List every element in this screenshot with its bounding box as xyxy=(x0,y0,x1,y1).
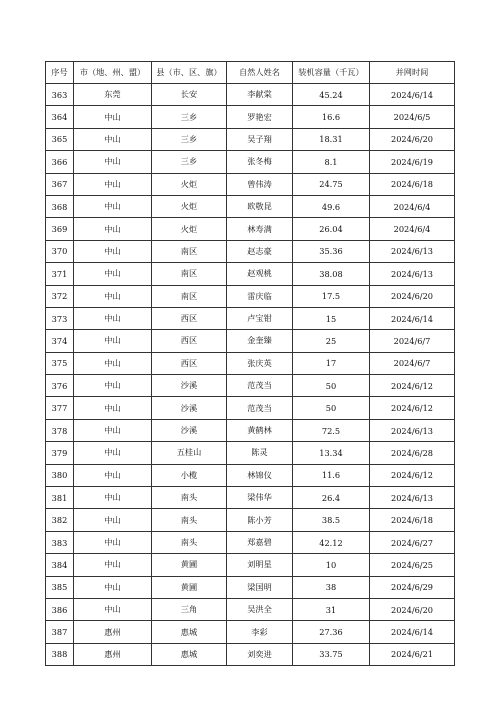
cell-city: 中山 xyxy=(74,487,152,509)
cell-grid-date: 2024/6/20 xyxy=(370,598,455,620)
cell-person-name: 梁伟华 xyxy=(227,487,293,509)
cell-city: 中山 xyxy=(74,330,152,352)
table-row xyxy=(46,285,455,307)
cell-county: 南区 xyxy=(152,240,227,262)
cell-serial-number: 382 xyxy=(46,509,74,531)
cell-city: 中山 xyxy=(74,240,152,262)
cell-county: 沙溪 xyxy=(152,397,227,419)
cell-city: 中山 xyxy=(74,106,152,128)
cell-capacity: 26.04 xyxy=(293,218,370,240)
cell-serial-number: 384 xyxy=(46,554,74,576)
table-row xyxy=(46,442,455,464)
cell-city: 中山 xyxy=(74,419,152,441)
cell-county: 南头 xyxy=(152,487,227,509)
cell-person-name: 刘明星 xyxy=(227,554,293,576)
table-body xyxy=(46,84,455,666)
cell-grid-date: 2024/6/18 xyxy=(370,173,455,195)
cell-grid-date: 2024/6/5 xyxy=(370,106,455,128)
table-row xyxy=(46,195,455,217)
cell-grid-date: 2024/6/29 xyxy=(370,576,455,598)
cell-county: 黄圃 xyxy=(152,576,227,598)
cell-capacity: 16.6 xyxy=(293,106,370,128)
cell-serial-number: 369 xyxy=(46,218,74,240)
header-capacity: 装机容量（千瓦） xyxy=(293,62,370,84)
table-row xyxy=(46,307,455,329)
cell-capacity: 31 xyxy=(293,598,370,620)
cell-city: 惠州 xyxy=(74,621,152,643)
cell-capacity: 33.75 xyxy=(293,643,370,665)
table-row xyxy=(46,330,455,352)
table-row xyxy=(46,576,455,598)
cell-city: 中山 xyxy=(74,397,152,419)
cell-serial-number: 377 xyxy=(46,397,74,419)
cell-capacity: 35.36 xyxy=(293,240,370,262)
table-row xyxy=(46,419,455,441)
cell-county: 三乡 xyxy=(152,128,227,150)
cell-person-name: 雷庆临 xyxy=(227,285,293,307)
cell-city: 中山 xyxy=(74,464,152,486)
cell-person-name: 陈灵 xyxy=(227,442,293,464)
cell-person-name: 张冬梅 xyxy=(227,151,293,173)
cell-grid-date: 2024/6/19 xyxy=(370,151,455,173)
cell-capacity: 17 xyxy=(293,352,370,374)
table-row xyxy=(46,531,455,553)
header-row xyxy=(46,62,455,84)
cell-capacity: 25 xyxy=(293,330,370,352)
table-row xyxy=(46,509,455,531)
cell-capacity: 27.36 xyxy=(293,621,370,643)
header-person-name: 自然人姓名 xyxy=(227,62,293,84)
cell-grid-date: 2024/6/4 xyxy=(370,218,455,240)
table-row xyxy=(46,621,455,643)
cell-grid-date: 2024/6/25 xyxy=(370,554,455,576)
table-row xyxy=(46,128,455,150)
cell-city: 中山 xyxy=(74,263,152,285)
table-row xyxy=(46,643,455,665)
cell-grid-date: 2024/6/27 xyxy=(370,531,455,553)
cell-county: 惠城 xyxy=(152,621,227,643)
cell-person-name: 李彩 xyxy=(227,621,293,643)
cell-person-name: 李献棠 xyxy=(227,84,293,106)
cell-serial-number: 366 xyxy=(46,151,74,173)
cell-city: 中山 xyxy=(74,173,152,195)
cell-serial-number: 367 xyxy=(46,173,74,195)
header-grid-date: 并网时间 xyxy=(370,62,455,84)
cell-serial-number: 379 xyxy=(46,442,74,464)
cell-person-name: 赵志豪 xyxy=(227,240,293,262)
cell-city: 东莞 xyxy=(74,84,152,106)
cell-city: 中山 xyxy=(74,218,152,240)
cell-capacity: 13.34 xyxy=(293,442,370,464)
cell-serial-number: 387 xyxy=(46,621,74,643)
cell-person-name: 黄鹤林 xyxy=(227,419,293,441)
cell-capacity: 50 xyxy=(293,397,370,419)
table-row xyxy=(46,106,455,128)
cell-capacity: 18.31 xyxy=(293,128,370,150)
cell-serial-number: 380 xyxy=(46,464,74,486)
cell-county: 长安 xyxy=(152,84,227,106)
cell-person-name: 欧敬昆 xyxy=(227,195,293,217)
cell-county: 小榄 xyxy=(152,464,227,486)
cell-serial-number: 385 xyxy=(46,576,74,598)
table-row xyxy=(46,151,455,173)
cell-city: 中山 xyxy=(74,509,152,531)
cell-city: 中山 xyxy=(74,151,152,173)
cell-person-name: 林锦仪 xyxy=(227,464,293,486)
cell-grid-date: 2024/6/20 xyxy=(370,128,455,150)
cell-grid-date: 2024/6/14 xyxy=(370,621,455,643)
cell-county: 火炬 xyxy=(152,218,227,240)
cell-city: 中山 xyxy=(74,442,152,464)
cell-capacity: 49.6 xyxy=(293,195,370,217)
table-header xyxy=(46,62,455,84)
cell-county: 沙溪 xyxy=(152,419,227,441)
cell-serial-number: 381 xyxy=(46,487,74,509)
cell-serial-number: 375 xyxy=(46,352,74,374)
cell-person-name: 赵观桃 xyxy=(227,263,293,285)
cell-grid-date: 2024/6/14 xyxy=(370,307,455,329)
pv-installations-table xyxy=(45,61,455,666)
cell-county: 西区 xyxy=(152,307,227,329)
cell-city: 中山 xyxy=(74,554,152,576)
cell-person-name: 卢宝钳 xyxy=(227,307,293,329)
cell-city: 中山 xyxy=(74,352,152,374)
cell-city: 中山 xyxy=(74,285,152,307)
cell-person-name: 吴洪全 xyxy=(227,598,293,620)
cell-serial-number: 374 xyxy=(46,330,74,352)
cell-county: 南头 xyxy=(152,509,227,531)
cell-grid-date: 2024/6/4 xyxy=(370,195,455,217)
cell-serial-number: 363 xyxy=(46,84,74,106)
cell-county: 西区 xyxy=(152,330,227,352)
cell-city: 中山 xyxy=(74,128,152,150)
cell-capacity: 15 xyxy=(293,307,370,329)
cell-person-name: 范茂当 xyxy=(227,375,293,397)
table-row xyxy=(46,263,455,285)
cell-grid-date: 2024/6/12 xyxy=(370,397,455,419)
cell-grid-date: 2024/6/18 xyxy=(370,509,455,531)
cell-grid-date: 2024/6/7 xyxy=(370,330,455,352)
cell-serial-number: 370 xyxy=(46,240,74,262)
cell-capacity: 17.5 xyxy=(293,285,370,307)
cell-serial-number: 378 xyxy=(46,419,74,441)
cell-serial-number: 383 xyxy=(46,531,74,553)
cell-county: 火炬 xyxy=(152,195,227,217)
cell-capacity: 38.08 xyxy=(293,263,370,285)
cell-capacity: 45.24 xyxy=(293,84,370,106)
cell-person-name: 金奎臻 xyxy=(227,330,293,352)
cell-city: 惠州 xyxy=(74,643,152,665)
cell-city: 中山 xyxy=(74,195,152,217)
cell-county: 三乡 xyxy=(152,106,227,128)
cell-county: 南区 xyxy=(152,263,227,285)
document-page xyxy=(45,61,454,666)
table-row xyxy=(46,375,455,397)
cell-grid-date: 2024/6/13 xyxy=(370,263,455,285)
cell-person-name: 郑嘉碧 xyxy=(227,531,293,553)
cell-serial-number: 388 xyxy=(46,643,74,665)
cell-county: 三乡 xyxy=(152,151,227,173)
table-row xyxy=(46,554,455,576)
cell-capacity: 24.75 xyxy=(293,173,370,195)
cell-county: 五桂山 xyxy=(152,442,227,464)
cell-capacity: 8.1 xyxy=(293,151,370,173)
cell-serial-number: 386 xyxy=(46,598,74,620)
table-row xyxy=(46,352,455,374)
cell-person-name: 陈小芳 xyxy=(227,509,293,531)
cell-county: 南区 xyxy=(152,285,227,307)
cell-person-name: 刘奕进 xyxy=(227,643,293,665)
header-county: 县（市、区、旗） xyxy=(152,62,227,84)
table-row xyxy=(46,240,455,262)
header-city: 市（地、州、盟） xyxy=(74,62,152,84)
cell-grid-date: 2024/6/13 xyxy=(370,419,455,441)
cell-person-name: 张庆英 xyxy=(227,352,293,374)
cell-person-name: 吴子翔 xyxy=(227,128,293,150)
cell-capacity: 72.5 xyxy=(293,419,370,441)
cell-person-name: 范茂当 xyxy=(227,397,293,419)
cell-grid-date: 2024/6/13 xyxy=(370,487,455,509)
cell-city: 中山 xyxy=(74,576,152,598)
table-row xyxy=(46,397,455,419)
cell-county: 三角 xyxy=(152,598,227,620)
cell-grid-date: 2024/6/21 xyxy=(370,643,455,665)
cell-person-name: 梁国明 xyxy=(227,576,293,598)
cell-grid-date: 2024/6/13 xyxy=(370,240,455,262)
cell-capacity: 42.12 xyxy=(293,531,370,553)
cell-county: 西区 xyxy=(152,352,227,374)
cell-county: 沙溪 xyxy=(152,375,227,397)
cell-serial-number: 371 xyxy=(46,263,74,285)
cell-serial-number: 368 xyxy=(46,195,74,217)
cell-grid-date: 2024/6/20 xyxy=(370,285,455,307)
cell-capacity: 10 xyxy=(293,554,370,576)
cell-grid-date: 2024/6/12 xyxy=(370,464,455,486)
cell-capacity: 26.4 xyxy=(293,487,370,509)
cell-county: 黄圃 xyxy=(152,554,227,576)
cell-serial-number: 364 xyxy=(46,106,74,128)
table-row xyxy=(46,487,455,509)
cell-serial-number: 373 xyxy=(46,307,74,329)
cell-person-name: 曾伟涛 xyxy=(227,173,293,195)
cell-county: 南头 xyxy=(152,531,227,553)
cell-grid-date: 2024/6/14 xyxy=(370,84,455,106)
cell-city: 中山 xyxy=(74,598,152,620)
cell-person-name: 罗艳宏 xyxy=(227,106,293,128)
table-row xyxy=(46,218,455,240)
table-row xyxy=(46,173,455,195)
table-row xyxy=(46,598,455,620)
cell-capacity: 38 xyxy=(293,576,370,598)
cell-city: 中山 xyxy=(74,375,152,397)
cell-city: 中山 xyxy=(74,531,152,553)
cell-county: 惠城 xyxy=(152,643,227,665)
table-row xyxy=(46,84,455,106)
table-row xyxy=(46,464,455,486)
cell-capacity: 11.6 xyxy=(293,464,370,486)
cell-serial-number: 365 xyxy=(46,128,74,150)
cell-person-name: 林寿满 xyxy=(227,218,293,240)
cell-grid-date: 2024/6/28 xyxy=(370,442,455,464)
cell-serial-number: 372 xyxy=(46,285,74,307)
cell-county: 火炬 xyxy=(152,173,227,195)
header-serial-number: 序号 xyxy=(46,62,74,84)
cell-capacity: 38.5 xyxy=(293,509,370,531)
cell-serial-number: 376 xyxy=(46,375,74,397)
cell-city: 中山 xyxy=(74,307,152,329)
cell-grid-date: 2024/6/12 xyxy=(370,375,455,397)
cell-grid-date: 2024/6/7 xyxy=(370,352,455,374)
cell-capacity: 50 xyxy=(293,375,370,397)
